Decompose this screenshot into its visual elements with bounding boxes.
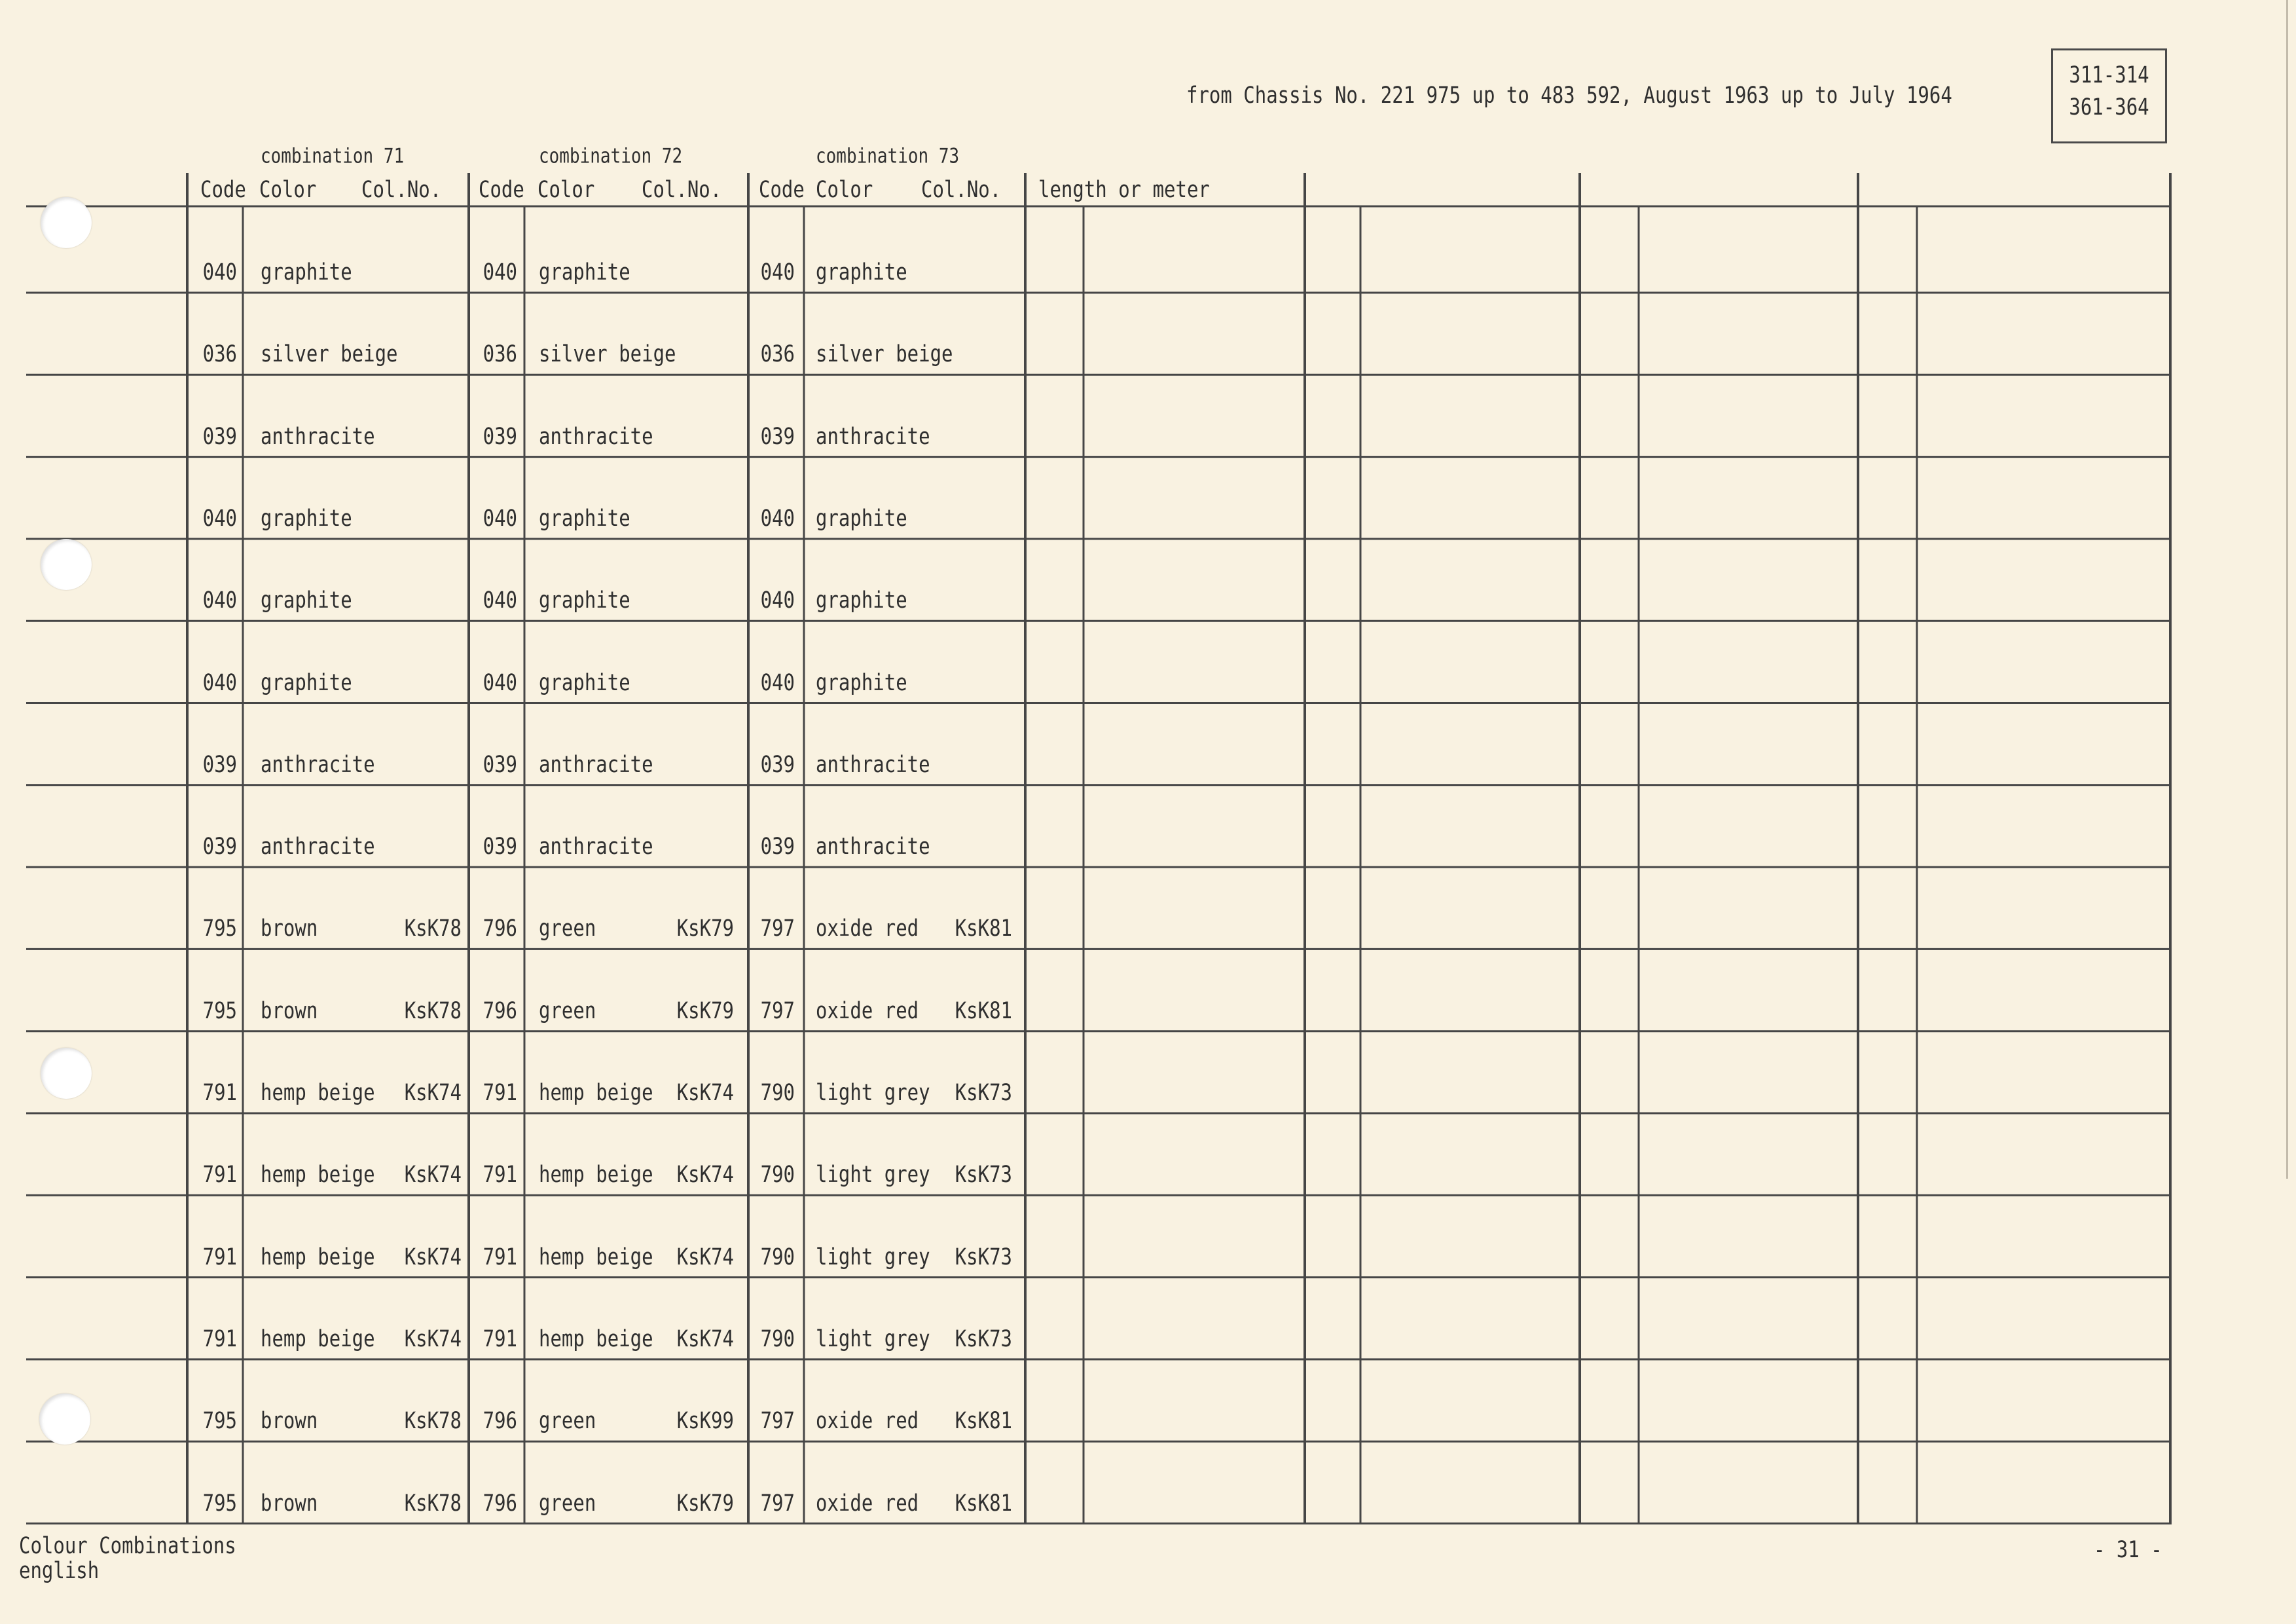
cell-col-no: KsK79 [676, 914, 734, 942]
cell-code: 790 [760, 1243, 795, 1270]
cell-color: light grey [816, 1079, 930, 1106]
cell-code: 795 [202, 914, 237, 942]
cell-code: 040 [202, 258, 237, 286]
cell-code: 040 [483, 669, 517, 695]
cell-code: 796 [483, 1407, 517, 1434]
cell-color: silver beige [261, 340, 398, 367]
cell-code: 795 [202, 1489, 237, 1516]
cell-col-no: KsK79 [676, 997, 734, 1024]
cell-code: 040 [202, 669, 237, 695]
cell-col-no: KsK78 [404, 1407, 462, 1434]
table-row [0, 1080, 2296, 1104]
cell-col-no: KsK73 [955, 1243, 1012, 1270]
cell-color: graphite [539, 586, 630, 614]
cell-code: 796 [483, 997, 517, 1024]
cell-col-no: KsK81 [955, 997, 1012, 1024]
cell-code: 040 [483, 258, 517, 286]
table-row [0, 506, 2296, 530]
color-column-header: Color [538, 175, 595, 203]
cell-color: green [539, 1407, 596, 1434]
cell-color: oxide red [816, 1489, 919, 1516]
punch-hole [41, 539, 92, 590]
length-column-header: length or meter [1038, 175, 1210, 203]
chassis-range-note: from Chassis No. 221 975 up to 483 592, August 1963 up to July 1964 [1186, 81, 1952, 109]
cell-code: 796 [483, 1489, 517, 1516]
cell-col-no: KsK74 [404, 1325, 462, 1352]
col-no-column-header: Col.No. [921, 175, 1002, 203]
cell-code: 790 [760, 1079, 795, 1106]
cell-color: light grey [816, 1325, 930, 1352]
cell-code: 797 [760, 997, 795, 1024]
footer-title: Colour Combinations [19, 1532, 236, 1559]
cell-col-no: KsK78 [404, 997, 462, 1024]
cell-color: hemp beige [539, 1079, 653, 1106]
cell-code: 036 [483, 340, 517, 367]
cell-color: oxide red [816, 997, 919, 1024]
cell-code: 039 [483, 422, 517, 449]
cell-col-no: KsK81 [955, 1407, 1012, 1434]
table-row [0, 1491, 2296, 1515]
cell-color: graphite [816, 669, 907, 695]
cell-col-no: KsK79 [676, 1489, 734, 1516]
cell-color: hemp beige [539, 1160, 653, 1188]
cell-code: 040 [202, 586, 237, 614]
cell-col-no: KsK74 [676, 1079, 734, 1106]
cell-color: graphite [261, 586, 352, 614]
col-no-column-header: Col.No. [361, 175, 442, 203]
cell-color: anthracite [816, 750, 930, 778]
cell-code: 795 [202, 997, 237, 1024]
cell-color: light grey [816, 1243, 930, 1270]
cell-code: 791 [483, 1325, 517, 1352]
cell-color: brown [261, 997, 318, 1024]
cell-col-no: KsK74 [404, 1160, 462, 1188]
cell-color: brown [261, 1489, 318, 1516]
cell-color: graphite [816, 504, 907, 532]
cell-color: anthracite [539, 832, 653, 860]
cell-code: 791 [483, 1079, 517, 1106]
cell-color: graphite [261, 669, 352, 695]
table-row [0, 424, 2296, 448]
cell-code: 791 [202, 1243, 237, 1270]
cell-code: 791 [202, 1160, 237, 1188]
table-row [0, 1162, 2296, 1186]
cell-col-no: KsK99 [676, 1407, 734, 1434]
cell-color: oxide red [816, 914, 919, 942]
table-row [0, 916, 2296, 940]
cell-code: 791 [483, 1160, 517, 1188]
cell-code: 040 [483, 504, 517, 532]
cell-code: 039 [202, 832, 237, 860]
combination-72-title: combination 72 [539, 145, 683, 168]
cell-code: 039 [760, 422, 795, 449]
cell-color: oxide red [816, 1407, 919, 1434]
cell-color: graphite [539, 669, 630, 695]
table-row [0, 342, 2296, 365]
cell-color: graphite [816, 586, 907, 614]
cell-col-no: KsK74 [404, 1243, 462, 1270]
color-column-header: Color [816, 175, 873, 203]
cell-color: silver beige [539, 340, 676, 367]
code-column-header: Code [759, 175, 805, 203]
cell-color: hemp beige [261, 1325, 375, 1352]
table-row [0, 1409, 2296, 1432]
cell-color: graphite [539, 504, 630, 532]
cell-code: 039 [760, 750, 795, 778]
cell-color: light grey [816, 1160, 930, 1188]
cell-color: anthracite [816, 832, 930, 860]
cell-code: 797 [760, 1489, 795, 1516]
cell-color: green [539, 1489, 596, 1516]
color-column-header: Color [259, 175, 317, 203]
cell-code: 797 [760, 914, 795, 942]
table-row [0, 671, 2296, 694]
cell-color: graphite [816, 258, 907, 286]
cell-col-no: KsK74 [676, 1160, 734, 1188]
code-column-header: Code [200, 175, 246, 203]
cell-code: 040 [483, 586, 517, 614]
model-range-first: 311-314 [2069, 61, 2149, 88]
table-row [0, 1245, 2296, 1268]
cell-code: 036 [760, 340, 795, 367]
combination-73-title: combination 73 [816, 145, 960, 168]
punch-hole [39, 1393, 90, 1445]
cell-color: hemp beige [261, 1160, 375, 1188]
footer-language: english [19, 1557, 100, 1584]
cell-color: graphite [261, 258, 352, 286]
combination-71-title: combination 71 [261, 145, 405, 168]
page-number: - 31 - [2094, 1536, 2162, 1563]
cell-code: 040 [760, 504, 795, 532]
cell-color: silver beige [816, 340, 953, 367]
cell-color: hemp beige [539, 1325, 653, 1352]
cell-code: 039 [760, 832, 795, 860]
table-row [0, 260, 2296, 284]
cell-code: 791 [483, 1243, 517, 1270]
cell-color: anthracite [816, 422, 930, 449]
cell-color: green [539, 997, 596, 1024]
cell-code: 790 [760, 1160, 795, 1188]
table-row [0, 752, 2296, 776]
cell-code: 040 [760, 586, 795, 614]
cell-code: 040 [202, 504, 237, 532]
punch-hole [41, 197, 92, 248]
cell-color: anthracite [539, 750, 653, 778]
cell-col-no: KsK81 [955, 914, 1012, 942]
table-row [0, 1327, 2296, 1350]
cell-code: 039 [202, 750, 237, 778]
cell-color: hemp beige [539, 1243, 653, 1270]
cell-color: anthracite [539, 422, 653, 449]
cell-code: 040 [760, 258, 795, 286]
cell-col-no: KsK78 [404, 914, 462, 942]
cell-col-no: KsK74 [676, 1325, 734, 1352]
model-range-second: 361-364 [2069, 93, 2149, 120]
cell-color: brown [261, 1407, 318, 1434]
cell-color: hemp beige [261, 1079, 375, 1106]
cell-color: anthracite [261, 832, 375, 860]
col-no-column-header: Col.No. [642, 175, 722, 203]
cell-code: 036 [202, 340, 237, 367]
cell-color: brown [261, 914, 318, 942]
cell-code: 039 [483, 750, 517, 778]
cell-code: 796 [483, 914, 517, 942]
cell-code: 790 [760, 1325, 795, 1352]
cell-color: graphite [539, 258, 630, 286]
code-column-header: Code [479, 175, 524, 203]
cell-color: green [539, 914, 596, 942]
punch-hole [41, 1048, 92, 1099]
cell-col-no: KsK73 [955, 1325, 1012, 1352]
cell-code: 039 [483, 832, 517, 860]
cell-col-no: KsK74 [404, 1079, 462, 1106]
table-row [0, 999, 2296, 1022]
cell-color: hemp beige [261, 1243, 375, 1270]
cell-code: 791 [202, 1079, 237, 1106]
cell-col-no: KsK81 [955, 1489, 1012, 1516]
cell-col-no: KsK73 [955, 1160, 1012, 1188]
cell-code: 040 [760, 669, 795, 695]
cell-code: 791 [202, 1325, 237, 1352]
cell-code: 795 [202, 1407, 237, 1434]
cell-color: anthracite [261, 422, 375, 449]
table-row [0, 834, 2296, 858]
cell-color: graphite [261, 504, 352, 532]
cell-color: anthracite [261, 750, 375, 778]
cell-code: 039 [202, 422, 237, 449]
cell-col-no: KsK74 [676, 1243, 734, 1270]
table-row [0, 588, 2296, 612]
cell-col-no: KsK73 [955, 1079, 1012, 1106]
cell-col-no: KsK78 [404, 1489, 462, 1516]
cell-code: 797 [760, 1407, 795, 1434]
